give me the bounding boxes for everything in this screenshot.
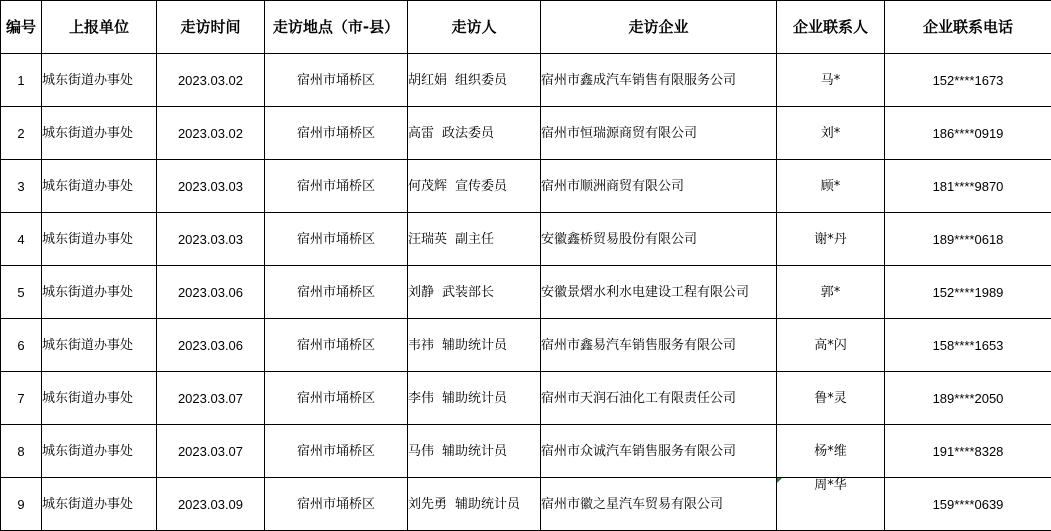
- cell-phone[interactable]: 152****1673: [885, 54, 1051, 107]
- header-date[interactable]: 走访时间: [157, 1, 265, 54]
- cell-contact[interactable]: 郭*: [777, 266, 885, 319]
- cell-unit[interactable]: 城东街道办事处: [42, 266, 157, 319]
- cell-phone[interactable]: 189****2050: [885, 372, 1051, 425]
- visitor-title: 辅助统计员: [455, 496, 521, 512]
- visitor-title: 政法委员: [442, 125, 495, 141]
- cell-company[interactable]: 宿州市众诚汽车销售服务有限公司: [541, 425, 777, 478]
- cell-visitor[interactable]: [408, 425, 541, 478]
- cell-unit[interactable]: 城东街道办事处: [42, 319, 157, 372]
- cell-visitor[interactable]: [408, 107, 541, 160]
- cell-company[interactable]: 宿州市恒瑞源商贸有限公司: [541, 107, 777, 160]
- cell-company[interactable]: 宿州市天润石油化工有限责任公司: [541, 372, 777, 425]
- cell-unit[interactable]: 城东街道办事处: [42, 425, 157, 478]
- cell-index[interactable]: 3: [1, 160, 42, 213]
- cell-unit[interactable]: 城东街道办事处: [42, 160, 157, 213]
- cell-date[interactable]: 2023.03.09: [157, 478, 265, 531]
- cell-location[interactable]: 宿州市埇桥区: [265, 107, 408, 160]
- header-index[interactable]: 编号: [1, 1, 42, 54]
- visitor-name: 刘静: [408, 284, 435, 300]
- table-row: [1, 160, 1051, 213]
- cell-index[interactable]: 4: [1, 213, 42, 266]
- cell-phone[interactable]: 159****0639: [885, 478, 1051, 531]
- cell-index[interactable]: 7: [1, 372, 42, 425]
- cell-phone[interactable]: 189****0618: [885, 213, 1051, 266]
- comment-marker-icon: [777, 478, 782, 483]
- cell-phone[interactable]: 152****1989: [885, 266, 1051, 319]
- cell-location[interactable]: 宿州市埇桥区: [265, 54, 408, 107]
- cell-visitor[interactable]: [408, 213, 541, 266]
- table-row: [1, 213, 1051, 266]
- cell-contact[interactable]: 杨*维: [777, 425, 885, 478]
- table-row: [1, 107, 1051, 160]
- cell-company[interactable]: 宿州市鑫成汽车销售有限服务公司: [541, 54, 777, 107]
- contact-text: 周*华: [814, 478, 847, 493]
- table-row: [1, 319, 1051, 372]
- header-contact[interactable]: 企业联系人: [777, 1, 885, 54]
- cell-phone[interactable]: 186****0919: [885, 107, 1051, 160]
- table-row: [1, 54, 1051, 107]
- cell-date[interactable]: 2023.03.06: [157, 319, 265, 372]
- cell-contact[interactable]: 顾*: [777, 160, 885, 213]
- cell-location[interactable]: 宿州市埇桥区: [265, 266, 408, 319]
- cell-index[interactable]: 6: [1, 319, 42, 372]
- cell-date[interactable]: 2023.03.02: [157, 54, 265, 107]
- cell-visitor[interactable]: [408, 266, 541, 319]
- visitor-name: 汪瑞英: [408, 231, 448, 247]
- visitor-name: 马伟: [408, 443, 435, 459]
- cell-visitor[interactable]: [408, 160, 541, 213]
- cell-unit[interactable]: 城东街道办事处: [42, 54, 157, 107]
- visitor-name: 高雷: [408, 125, 435, 141]
- table-row: [1, 425, 1051, 478]
- cell-phone[interactable]: 191****8328: [885, 425, 1051, 478]
- cell-location[interactable]: 宿州市埇桥区: [265, 319, 408, 372]
- cell-company[interactable]: 宿州市徽之星汽车贸易有限公司: [541, 478, 777, 531]
- visitor-name: 李伟: [408, 390, 435, 406]
- visitor-title: 辅助统计员: [442, 390, 508, 406]
- cell-contact[interactable]: 鲁*灵: [777, 372, 885, 425]
- visitor-title: 辅助统计员: [442, 443, 508, 459]
- header-phone[interactable]: 企业联系电话: [885, 1, 1051, 54]
- cell-contact[interactable]: [777, 478, 885, 531]
- cell-contact[interactable]: 谢*丹: [777, 213, 885, 266]
- cell-index[interactable]: 1: [1, 54, 42, 107]
- cell-company[interactable]: 宿州市顺洲商贸有限公司: [541, 160, 777, 213]
- cell-date[interactable]: 2023.03.06: [157, 266, 265, 319]
- cell-date[interactable]: 2023.03.03: [157, 213, 265, 266]
- header-visitor[interactable]: 走访人: [408, 1, 541, 54]
- cell-visitor[interactable]: [408, 372, 541, 425]
- cell-index[interactable]: 8: [1, 425, 42, 478]
- header-location[interactable]: 走访地点（市-县）: [265, 1, 408, 54]
- cell-location[interactable]: 宿州市埇桥区: [265, 372, 408, 425]
- visitor-title: 武装部长: [442, 284, 495, 300]
- table-row: [1, 478, 1051, 531]
- cell-unit[interactable]: 城东街道办事处: [42, 478, 157, 531]
- header-company[interactable]: 走访企业: [541, 1, 777, 54]
- cell-date[interactable]: 2023.03.07: [157, 372, 265, 425]
- visitor-name: 韦祎: [408, 337, 435, 353]
- visitor-title: 组织委员: [455, 72, 508, 88]
- cell-location[interactable]: 宿州市埇桥区: [265, 160, 408, 213]
- visitor-name: 何茂辉: [408, 178, 448, 194]
- cell-visitor[interactable]: [408, 478, 541, 531]
- cell-visitor[interactable]: [408, 319, 541, 372]
- table-row: [1, 266, 1051, 319]
- cell-phone[interactable]: 158****1653: [885, 319, 1051, 372]
- visitor-title: 辅助统计员: [442, 337, 508, 353]
- cell-index[interactable]: 2: [1, 107, 42, 160]
- cell-index[interactable]: 5: [1, 266, 42, 319]
- cell-unit[interactable]: 城东街道办事处: [42, 213, 157, 266]
- table-row: [1, 372, 1051, 425]
- header-unit[interactable]: 上报单位: [42, 1, 157, 54]
- cell-date[interactable]: 2023.03.03: [157, 160, 265, 213]
- visitor-title: 副主任: [455, 231, 495, 247]
- visitor-title: 宣传委员: [455, 178, 508, 194]
- cell-location[interactable]: 宿州市埇桥区: [265, 213, 408, 266]
- cell-visitor[interactable]: [408, 54, 541, 107]
- cell-contact[interactable]: 高*闪: [777, 319, 885, 372]
- visitor-name: 刘先勇: [408, 496, 448, 512]
- header-row: [1, 1, 1051, 54]
- cell-date[interactable]: 2023.03.07: [157, 425, 265, 478]
- cell-location[interactable]: 宿州市埇桥区: [265, 478, 408, 531]
- cell-unit[interactable]: 城东街道办事处: [42, 372, 157, 425]
- cell-location[interactable]: 宿州市埇桥区: [265, 425, 408, 478]
- cell-contact[interactable]: 马*: [777, 54, 885, 107]
- cell-contact[interactable]: 刘*: [777, 107, 885, 160]
- visitor-name: 胡红娟: [408, 72, 448, 88]
- cell-unit[interactable]: 城东街道办事处: [42, 107, 157, 160]
- cell-phone[interactable]: 181****9870: [885, 160, 1051, 213]
- cell-company[interactable]: 安徽鑫桥贸易股份有限公司: [541, 213, 777, 266]
- cell-company[interactable]: 宿州市鑫易汽车销售服务有限公司: [541, 319, 777, 372]
- cell-company[interactable]: 安徽景熠水利水电建设工程有限公司: [541, 266, 777, 319]
- cell-index[interactable]: 9: [1, 478, 42, 531]
- cell-date[interactable]: 2023.03.02: [157, 107, 265, 160]
